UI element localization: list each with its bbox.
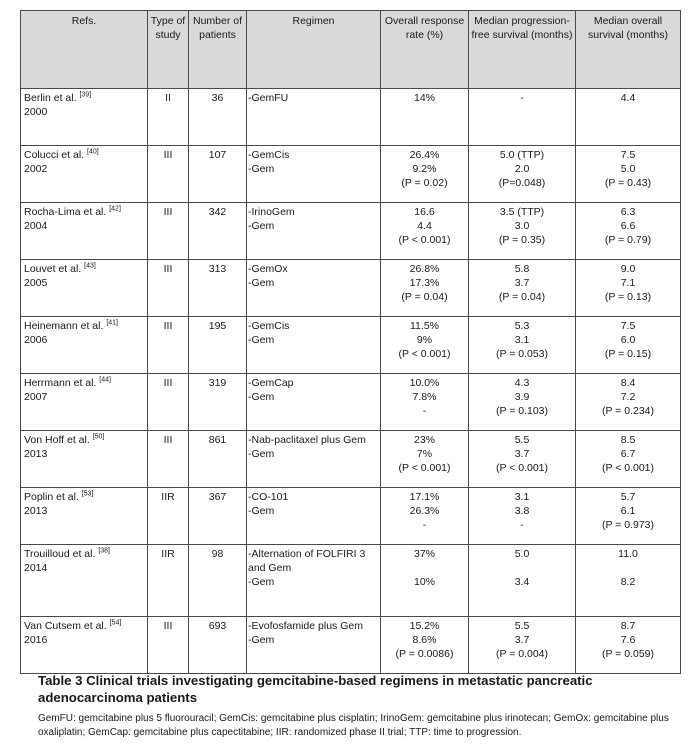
ref-author-line bbox=[24, 262, 144, 276]
os-line: 11.0 bbox=[618, 548, 638, 560]
regimen-line: -Nab-paclitaxel plus Gem bbox=[248, 434, 366, 446]
ref-author-line bbox=[24, 490, 144, 504]
patients-cell: 367 bbox=[189, 488, 247, 545]
os-line: 7.6 bbox=[620, 634, 636, 646]
os-cell bbox=[576, 260, 681, 317]
ref-citation: [44] bbox=[99, 376, 111, 384]
os-line: 6.6 bbox=[620, 220, 636, 232]
response-rate-line: 10% bbox=[413, 576, 435, 588]
ref-year: 2014 bbox=[24, 562, 48, 574]
study-type-cell: IIR bbox=[148, 488, 189, 545]
pfs-line: (P = 0.04) bbox=[498, 291, 546, 303]
ref-cell bbox=[21, 374, 148, 431]
study-type-cell: III bbox=[148, 317, 189, 374]
ref-year: 2004 bbox=[24, 220, 48, 232]
table-row bbox=[21, 545, 681, 617]
table-row bbox=[21, 488, 681, 545]
pfs-line: 5.0 (TTP) bbox=[499, 149, 545, 161]
ref-author: Trouilloud et al. bbox=[24, 548, 96, 560]
response-rate-line: 16.6 bbox=[414, 206, 435, 218]
os-line: 9.0 bbox=[620, 263, 636, 275]
study-type-cell: III bbox=[148, 431, 189, 488]
os-line: 6.0 bbox=[620, 334, 636, 346]
ref-cell bbox=[21, 203, 148, 260]
ref-author-line bbox=[24, 547, 144, 561]
os-cell bbox=[576, 146, 681, 203]
pfs-line: 5.5 bbox=[514, 434, 530, 446]
patients-cell: 861 bbox=[189, 431, 247, 488]
ref-cell bbox=[21, 488, 148, 545]
os-cell bbox=[576, 374, 681, 431]
response-rate-cell bbox=[381, 431, 469, 488]
regimen-line: -Gem bbox=[248, 220, 275, 232]
ref-author-line bbox=[24, 376, 144, 390]
regimen-line: -Gem bbox=[248, 634, 275, 646]
table-row bbox=[21, 317, 681, 374]
regimen-line: -Alternation of FOLFIRI 3 bbox=[248, 548, 366, 560]
response-rate-line: (P = 0.04) bbox=[401, 291, 448, 303]
os-line: 8.5 bbox=[620, 434, 636, 446]
os-line: 7.5 bbox=[620, 149, 636, 161]
table-row bbox=[21, 374, 681, 431]
regimen-line: -GemCap bbox=[248, 377, 294, 389]
header-refs: Refs. bbox=[21, 11, 148, 89]
ref-author-line bbox=[24, 91, 144, 105]
patients-cell: 313 bbox=[189, 260, 247, 317]
os-line: 5.7 bbox=[620, 491, 636, 503]
pfs-line: (P = 0.103) bbox=[495, 405, 549, 417]
ref-cell bbox=[21, 260, 148, 317]
regimen-line: -Gem bbox=[248, 163, 275, 175]
ref-cell bbox=[21, 545, 148, 617]
response-rate-line: (P = 0.0086) bbox=[395, 648, 454, 660]
os-line: 7.2 bbox=[620, 391, 636, 403]
ref-author: Rocha-Lima et al. bbox=[24, 206, 107, 218]
patients-cell: 36 bbox=[189, 89, 247, 146]
regimen-cell bbox=[247, 260, 381, 317]
response-rate-line: 26.3% bbox=[409, 505, 440, 517]
trials-table bbox=[20, 10, 681, 674]
table-row bbox=[21, 203, 681, 260]
os-line: (P = 0.973) bbox=[601, 519, 655, 531]
regimen-cell bbox=[247, 617, 381, 674]
ref-cell bbox=[21, 89, 148, 146]
table-row bbox=[21, 146, 681, 203]
os-line: 6.3 bbox=[620, 206, 636, 218]
response-rate-line: 11.5% bbox=[410, 320, 439, 332]
table-row bbox=[21, 617, 681, 674]
pfs-line: 3.9 bbox=[514, 391, 530, 403]
response-rate-cell bbox=[381, 203, 469, 260]
response-rate-line: (P < 0.001) bbox=[398, 462, 451, 474]
ref-cell bbox=[21, 431, 148, 488]
ref-year: 2002 bbox=[24, 163, 48, 175]
response-rate-line: 10.0% bbox=[409, 377, 440, 389]
ref-year: 2000 bbox=[24, 106, 48, 118]
response-rate-cell bbox=[381, 617, 469, 674]
response-rate-line: 9.2% bbox=[412, 163, 437, 175]
ref-citation: [41] bbox=[106, 319, 118, 327]
ref-cell bbox=[21, 146, 148, 203]
response-rate-cell bbox=[381, 89, 469, 146]
os-cell bbox=[576, 488, 681, 545]
response-rate-cell bbox=[381, 545, 469, 617]
response-rate-line: 9% bbox=[416, 334, 433, 346]
study-type-cell: IIR bbox=[148, 545, 189, 617]
os-line: (P = 0.059) bbox=[601, 648, 655, 660]
header-type-of-study: Type of study bbox=[148, 11, 189, 89]
regimen-cell bbox=[247, 431, 381, 488]
ref-citation: [42] bbox=[109, 205, 121, 213]
pfs-line: 5.3 bbox=[514, 320, 530, 332]
os-line: (P < 0.001) bbox=[601, 462, 655, 474]
ref-author: Louvet et al. bbox=[24, 263, 82, 275]
table-header-row bbox=[21, 11, 681, 89]
regimen-cell bbox=[247, 488, 381, 545]
regimen-line: and Gem bbox=[248, 562, 292, 574]
os-line: 6.1 bbox=[620, 505, 636, 517]
patients-cell: 107 bbox=[189, 146, 247, 203]
os-cell bbox=[576, 89, 681, 146]
patients-cell: 98 bbox=[189, 545, 247, 617]
os-cell bbox=[576, 617, 681, 674]
ref-cell bbox=[21, 317, 148, 374]
ref-year: 2007 bbox=[24, 391, 48, 403]
pfs-line: 3.1 bbox=[514, 334, 530, 346]
header-overall-response-rate: Overall response rate (%) bbox=[381, 11, 469, 89]
ref-author: Colucci et al. bbox=[24, 149, 85, 161]
os-line: (P = 0.15) bbox=[604, 348, 652, 360]
ref-author-line bbox=[24, 433, 144, 447]
table-footnote: GemFU: gemcitabine plus 5 fluorouracil; GemCis: gemcitabine plus cisplatin; IrinoGem: gemcitabine plus irinotecan; GemOx: gemcitabine plus oxaliplatin; GemCap: gemcitabine plus capectitabine; IIR: randomized phase II trial; TTP: time to progression. bbox=[38, 713, 669, 738]
pfs-cell bbox=[469, 146, 576, 203]
pfs-cell bbox=[469, 545, 576, 617]
regimen-line: -GemCis bbox=[248, 149, 290, 161]
os-cell bbox=[576, 317, 681, 374]
pfs-line: 3.7 bbox=[514, 634, 530, 646]
regimen-line: -GemFU bbox=[248, 92, 289, 104]
os-line: 8.7 bbox=[620, 620, 636, 632]
study-type-cell: III bbox=[148, 617, 189, 674]
ref-author: Van Cutsem et al. bbox=[24, 620, 107, 632]
regimen-cell bbox=[247, 545, 381, 617]
header-median-os: Median overall survival (months) bbox=[576, 11, 681, 89]
os-cell bbox=[576, 431, 681, 488]
patients-cell: 342 bbox=[189, 203, 247, 260]
response-rate-line: 23% bbox=[413, 434, 435, 446]
ref-author: Poplin et al. bbox=[24, 491, 79, 503]
regimen-cell bbox=[247, 374, 381, 431]
response-rate-line: 7% bbox=[416, 448, 433, 460]
os-line: 8.2 bbox=[620, 576, 636, 588]
response-rate-cell bbox=[381, 374, 469, 431]
os-line: 8.4 bbox=[620, 377, 636, 389]
table-row bbox=[21, 89, 681, 146]
regimen-cell bbox=[247, 146, 381, 203]
response-rate-line: (P < 0.001) bbox=[398, 348, 451, 360]
response-rate-line: 8.6% bbox=[412, 634, 437, 646]
ref-author-line bbox=[24, 205, 144, 219]
pfs-line: 2.0 bbox=[514, 163, 530, 175]
pfs-line: (P = 0.35) bbox=[498, 234, 546, 246]
ref-citation: [43] bbox=[84, 262, 96, 270]
header-number-of-patients: Number of patients bbox=[189, 11, 247, 89]
table-row bbox=[21, 260, 681, 317]
ref-year: 2005 bbox=[24, 277, 48, 289]
ref-author: Herrmann et al. bbox=[24, 377, 97, 389]
response-rate-line: 37% bbox=[413, 548, 435, 560]
study-type-cell: II bbox=[148, 89, 189, 146]
os-line bbox=[579, 561, 677, 575]
pfs-line: 4.3 bbox=[514, 377, 530, 389]
patients-cell: 319 bbox=[189, 374, 247, 431]
pfs-line: 5.8 bbox=[514, 263, 530, 275]
os-line: (P = 0.43) bbox=[604, 177, 652, 189]
response-rate-line: 17.3% bbox=[409, 277, 440, 289]
os-cell bbox=[576, 203, 681, 260]
os-line: (P = 0.234) bbox=[601, 405, 655, 417]
pfs-line bbox=[472, 561, 572, 575]
pfs-line: 5.5 bbox=[514, 620, 530, 632]
study-type-cell: III bbox=[148, 146, 189, 203]
ref-year: 2016 bbox=[24, 634, 48, 646]
response-rate-line: 17.1% bbox=[409, 491, 440, 503]
pfs-line: 3.5 (TTP) bbox=[499, 206, 545, 218]
header-median-pfs: Median progression-free survival (months) bbox=[469, 11, 576, 89]
ref-author: Heinemann et al. bbox=[24, 320, 104, 332]
pfs-cell bbox=[469, 374, 576, 431]
os-line: 6.7 bbox=[620, 448, 636, 460]
regimen-line: -Gem bbox=[248, 505, 275, 517]
os-line: (P = 0.79) bbox=[604, 234, 652, 246]
pfs-line: 5.0 bbox=[514, 548, 530, 560]
regimen-line: -GemOx bbox=[248, 263, 288, 275]
pfs-line: - bbox=[520, 92, 524, 104]
ref-author-line bbox=[24, 319, 144, 333]
ref-citation: [40] bbox=[87, 148, 99, 156]
response-rate-line: 7.8% bbox=[412, 391, 437, 403]
response-rate-line: - bbox=[422, 405, 427, 417]
pfs-cell bbox=[469, 203, 576, 260]
patients-cell: 195 bbox=[189, 317, 247, 374]
ref-author-line bbox=[24, 619, 144, 633]
table-caption: Table 3 Clinical trials investigating gemcitabine-based regimens in metastatic pancreatic adenocarcinoma patients bbox=[38, 673, 593, 705]
os-line: 7.1 bbox=[620, 277, 636, 289]
pfs-line: - bbox=[520, 519, 524, 531]
pfs-line: 3.4 bbox=[514, 576, 530, 588]
regimen-line: -Gem bbox=[248, 576, 275, 588]
response-rate-line: 14% bbox=[413, 92, 435, 104]
regimen-cell bbox=[247, 317, 381, 374]
pfs-line: 3.7 bbox=[514, 448, 530, 460]
header-regimen: Regimen bbox=[247, 11, 381, 89]
ref-citation: [53] bbox=[81, 490, 94, 498]
ref-year: 2006 bbox=[24, 334, 48, 346]
pfs-line: (P = 0.053) bbox=[495, 348, 549, 360]
os-line: 7.5 bbox=[620, 320, 636, 332]
os-cell bbox=[576, 545, 681, 617]
response-rate-cell bbox=[381, 488, 469, 545]
response-rate-line: (P = 0.02) bbox=[401, 177, 448, 189]
study-type-cell: III bbox=[148, 260, 189, 317]
ref-year: 2013 bbox=[24, 505, 48, 517]
regimen-line: -CO-101 bbox=[248, 491, 289, 503]
patients-cell: 693 bbox=[189, 617, 247, 674]
pfs-line: 3.7 bbox=[514, 277, 530, 289]
study-type-cell: III bbox=[148, 374, 189, 431]
ref-author-line bbox=[24, 148, 144, 162]
response-rate-line: - bbox=[422, 519, 427, 531]
pfs-line: 3.0 bbox=[514, 220, 530, 232]
ref-citation: [54] bbox=[109, 619, 122, 627]
response-rate-line: 4.4 bbox=[417, 220, 432, 232]
regimen-line: -IrinoGem bbox=[248, 206, 295, 218]
regimen-line: -Gem bbox=[248, 448, 275, 460]
ref-citation: [38] bbox=[98, 547, 111, 555]
response-rate-line: 26.8% bbox=[409, 263, 440, 275]
pfs-cell bbox=[469, 260, 576, 317]
response-rate-line: (P < 0.001) bbox=[398, 234, 451, 246]
regimen-line: -Gem bbox=[248, 277, 275, 289]
ref-author: Berlin et al. bbox=[24, 92, 77, 104]
pfs-cell bbox=[469, 431, 576, 488]
os-line: (P = 0.13) bbox=[604, 291, 652, 303]
response-rate-cell bbox=[381, 146, 469, 203]
pfs-line: (P=0.048) bbox=[498, 177, 546, 189]
ref-citation: [39] bbox=[79, 91, 92, 99]
regimen-cell bbox=[247, 203, 381, 260]
pfs-cell bbox=[469, 617, 576, 674]
regimen-line: -Evofosfamide plus Gem bbox=[248, 620, 363, 632]
ref-year: 2013 bbox=[24, 448, 48, 460]
os-line: 5.0 bbox=[620, 163, 636, 175]
pfs-line: 3.8 bbox=[514, 505, 530, 517]
pfs-line: 3.1 bbox=[514, 491, 530, 503]
regimen-line: -GemCis bbox=[248, 320, 290, 332]
response-rate-line: 26.4% bbox=[409, 149, 440, 161]
regimen-line: -Gem bbox=[248, 391, 275, 403]
pfs-cell bbox=[469, 488, 576, 545]
table-body bbox=[21, 89, 681, 674]
study-type-cell: III bbox=[148, 203, 189, 260]
regimen-line: -Gem bbox=[248, 334, 275, 346]
regimen-cell bbox=[247, 89, 381, 146]
os-line: 4.4 bbox=[620, 92, 636, 104]
ref-author: Von Hoff et al. bbox=[24, 434, 90, 446]
ref-cell bbox=[21, 617, 148, 674]
response-rate-cell bbox=[381, 260, 469, 317]
response-rate-line: 15.2% bbox=[409, 620, 440, 632]
pfs-cell bbox=[469, 317, 576, 374]
ref-citation: [50] bbox=[92, 433, 105, 441]
response-rate-cell bbox=[381, 317, 469, 374]
pfs-line: (P = 0.004) bbox=[495, 648, 549, 660]
table-row bbox=[21, 431, 681, 488]
pfs-cell bbox=[469, 89, 576, 146]
response-rate-line bbox=[384, 561, 465, 575]
pfs-line: (P < 0.001) bbox=[495, 462, 549, 474]
